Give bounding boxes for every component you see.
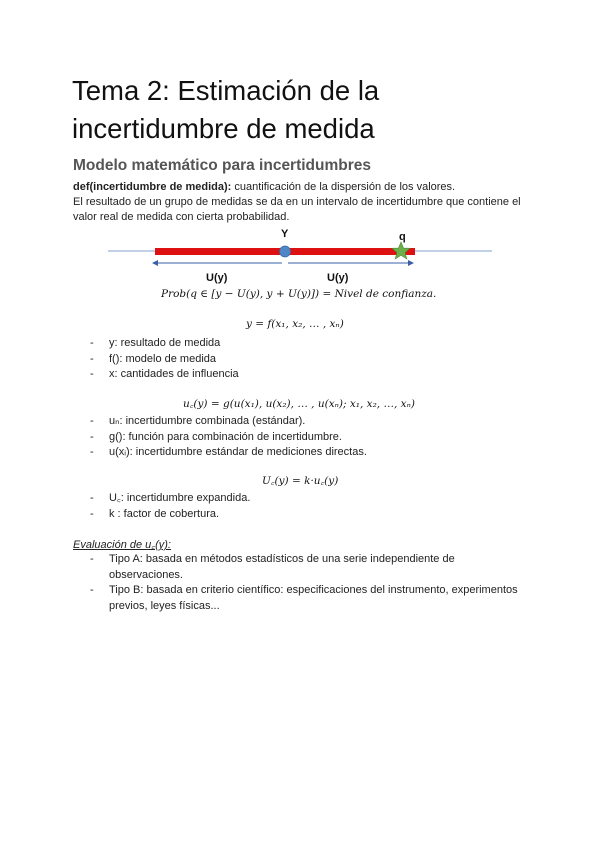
true-value-star-icon (392, 242, 410, 259)
label-q: q (399, 231, 406, 243)
model-variables-list (90, 336, 239, 383)
evaluation-heading: Evaluación de u꜀(y): (73, 539, 171, 551)
expanded-uncertainty-formula: U꜀(y) = k·u꜀(y) (262, 475, 339, 487)
uncertainty-interval-diagram (0, 224, 600, 290)
definition-text: cuantificación de la dispersión de los valores. (231, 181, 456, 193)
page-title: Tema 2: Estimación de la incertidumbre de medida (72, 75, 380, 144)
measured-value-point (280, 246, 291, 257)
combined-uncertainty-list (90, 414, 367, 461)
list-item: - U꜀: incertidumbre expandida. (90, 491, 250, 507)
label-u-left: U(y) (206, 272, 228, 284)
probability-formula: Prob(q ∈ [y − U(y), y + U(y)]) = Nivel de confianza. (161, 288, 437, 300)
list-item: - g(): función para combinación de incertidumbre. (90, 430, 367, 446)
list-item: - k : factor de cobertura. (90, 507, 250, 523)
model-formula: y = f(x₁, x₂, … , xₙ) (246, 318, 344, 330)
label-u-right: U(y) (327, 272, 349, 284)
definition-block (73, 180, 533, 225)
list-item: - x: cantidades de influencia (90, 367, 239, 383)
expanded-uncertainty-list (90, 491, 250, 522)
list-item: - u(xᵢ): incertidumbre estándar de mediciones directas. (90, 445, 367, 461)
list-item: - f(): modelo de medida (90, 352, 239, 368)
list-item: - Tipo A: basada en métodos estadísticos de una serie independiente de observaciones. (90, 552, 530, 583)
combined-uncertainty-formula: u꜀(y) = g(u(x₁), u(x₂), … , u(xₙ); x₁, x₂, …, xₙ) (183, 398, 415, 410)
label-y: Y (281, 228, 289, 240)
evaluation-list (90, 552, 530, 614)
list-item: - y: resultado de medida (90, 336, 239, 352)
definition-paragraph: El resultado de un grupo de medidas se da en un intervalo de incertidumbre que contiene el valor real de medida con cierta probabilidad. (73, 196, 521, 223)
list-item: - Tipo B: basada en criterio científico: especificaciones del instrumento, experimentos previos, leyes físicas... (90, 583, 530, 614)
list-item: - uₙ: incertidumbre combinada (estándar). (90, 414, 367, 430)
section-subtitle: Modelo matemático para incertidumbres (73, 157, 372, 174)
definition-term: def(incertidumbre de medida): (73, 181, 232, 193)
